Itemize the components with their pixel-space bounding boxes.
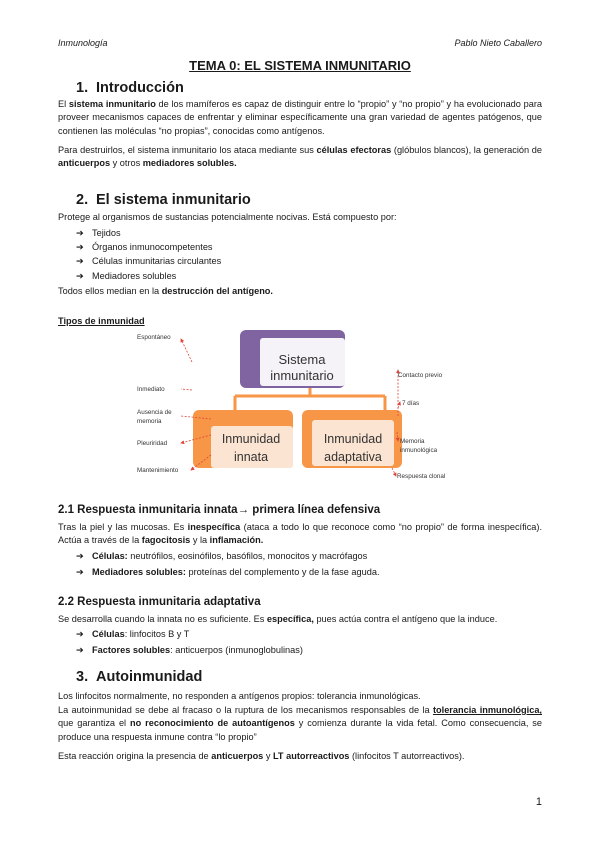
list-item: ➔ Células: linfocitos B y T bbox=[76, 627, 303, 641]
header-subject: Inmunología bbox=[58, 38, 108, 48]
adaptive-list bbox=[76, 627, 303, 657]
list-item: ➔ Células: neutrófilos, eosinófilos, basófilos, monocitos y macrófagos bbox=[76, 549, 380, 563]
right-labels bbox=[397, 372, 445, 480]
arrow-right-icon: ➔ bbox=[76, 228, 84, 238]
immunity-diagram bbox=[135, 330, 465, 480]
section-number: 1. bbox=[76, 80, 89, 96]
root-node bbox=[240, 330, 345, 388]
adaptive-node bbox=[302, 410, 402, 468]
section-1-heading bbox=[76, 80, 184, 96]
label-memoria-inm: Memoria bbox=[400, 438, 425, 445]
header-author: Pablo Nieto Caballero bbox=[454, 38, 542, 48]
innate-paragraph: Tras la piel y las mucosas. Es inespecífica (ataca a todo lo que reconoce como “no propio” de forma inespecífica). Actúa a través de la fagocitosis y la inflamación. bbox=[58, 522, 543, 546]
list-item: ➔ Células inmunitarias circulantes bbox=[76, 254, 221, 268]
label-inmunologica: inmunológica bbox=[400, 447, 438, 454]
arrow-right-icon: ➔ bbox=[76, 645, 84, 656]
immune-system-intro: Protege al organismos de sustancias potencialmente nocivas. Está compuesto por: bbox=[58, 212, 397, 222]
immune-system-outro: Todos ellos median en la destrucción del antígeno. bbox=[58, 286, 273, 296]
list-item: ➔ Tejidos bbox=[76, 226, 221, 240]
intro-paragraph-1: El sistema inmunitario de los mamíferos es capaz de distinguir entre lo “propio” y “no propio” y ha evolucionado para proveer mecanismos capaces de enfrentar y eliminar específicamente una gran variedad de agentes patógenos, que contienen las moléculas “no propias”, conocidas como antígenos. bbox=[58, 99, 543, 136]
section-title: Introducción bbox=[96, 80, 184, 96]
innate-list bbox=[76, 549, 380, 579]
arrow-right-icon: ➔ bbox=[76, 270, 84, 281]
autoimmunity-paragraph-3: Esta reacción origina la presencia de anticuerpos y LT autorreactivos (linfocitos T autorreactivos). bbox=[58, 751, 465, 761]
label-ausencia: Ausencia de bbox=[137, 409, 172, 416]
section-2-2-heading: 2.2 Respuesta inmunitaria adaptativa bbox=[58, 596, 261, 608]
arrow-right-icon: ➔ bbox=[76, 567, 84, 578]
label-contacto: Contacto previo bbox=[398, 372, 443, 379]
innate-node bbox=[193, 410, 293, 468]
arrow-right-icon: → bbox=[237, 504, 250, 516]
list-item: ➔ Mediadores solubles bbox=[76, 269, 221, 283]
innate-label-1: Inmunidad bbox=[221, 432, 281, 446]
label-pleuriridad: Pleuriridad bbox=[137, 440, 168, 447]
root-label-2: inmunitario bbox=[270, 368, 334, 383]
label-memoria: memoria bbox=[137, 418, 162, 425]
adaptive-paragraph: Se desarrolla cuando la innata no es suficiente. Es específica, pues actúa contra el antígeno que la induce. bbox=[58, 614, 498, 624]
immunity-types-subheading: Tipos de inmunidad bbox=[58, 316, 145, 326]
root-label-1: Sistema bbox=[278, 352, 326, 367]
components-list bbox=[76, 226, 221, 283]
autoimmunity-paragraph-1: Los linfocitos normalmente, no responden a antígenos propios: tolerancia inmunológicas. bbox=[58, 691, 421, 701]
left-labels bbox=[137, 334, 179, 474]
list-item: ➔ Mediadores solubles: proteínas del complemento y de la fase aguda. bbox=[76, 565, 380, 579]
section-2-1-heading: 2.1 Respuesta inmunitaria innata→ primera línea defensiva bbox=[58, 504, 381, 516]
adaptive-label-1: Inmunidad bbox=[323, 432, 383, 446]
list-item: ➔ Órganos inmunocompetentes bbox=[76, 240, 221, 254]
label-respuesta: Respuesta clonal bbox=[397, 473, 446, 480]
page-number: 1 bbox=[535, 796, 542, 808]
page-title: TEMA 0: EL SISTEMA INMUNITARIO bbox=[189, 58, 411, 73]
autoimmunity-paragraph-2: La autoinmunidad se debe al fracaso o la ruptura de los mecanismos responsables de la tolerancia inmunológica, que garantiza el no reconocimiento de autoantígenos y comienza durante la vida fetal. Como consecuencia, se produce una respuesta inmune contra “lo propio” bbox=[58, 705, 543, 742]
label-mantenimiento: Mantenimiento bbox=[137, 467, 179, 474]
arrow-right-icon: ➔ bbox=[76, 551, 84, 561]
arrow-right-icon: ➔ bbox=[76, 242, 84, 253]
section-2-heading: 2. El sistema inmunitario bbox=[76, 192, 251, 208]
intro-paragraph-2: Para destruirlos, el sistema inmunitario los ataca mediante sus células efectoras (glóbulos blancos), la generación de anticuerpos y otros mediadores solubles. bbox=[58, 145, 542, 169]
section-3-heading: 3. Autoinmunidad bbox=[76, 669, 203, 685]
label-inmediato: Inmediato bbox=[137, 386, 165, 393]
label-7dias: 7 días bbox=[402, 400, 420, 407]
arrow-right-icon: ➔ bbox=[76, 256, 84, 267]
innate-label-2: innata bbox=[233, 450, 269, 464]
arrow-right-icon: ➔ bbox=[76, 629, 84, 639]
list-item: ➔ Factores solubles: anticuerpos (inmunoglobulinas) bbox=[76, 643, 303, 657]
adaptive-label-2: adaptativa bbox=[324, 450, 382, 464]
label-espontaneo: Espontáneo bbox=[137, 334, 171, 341]
